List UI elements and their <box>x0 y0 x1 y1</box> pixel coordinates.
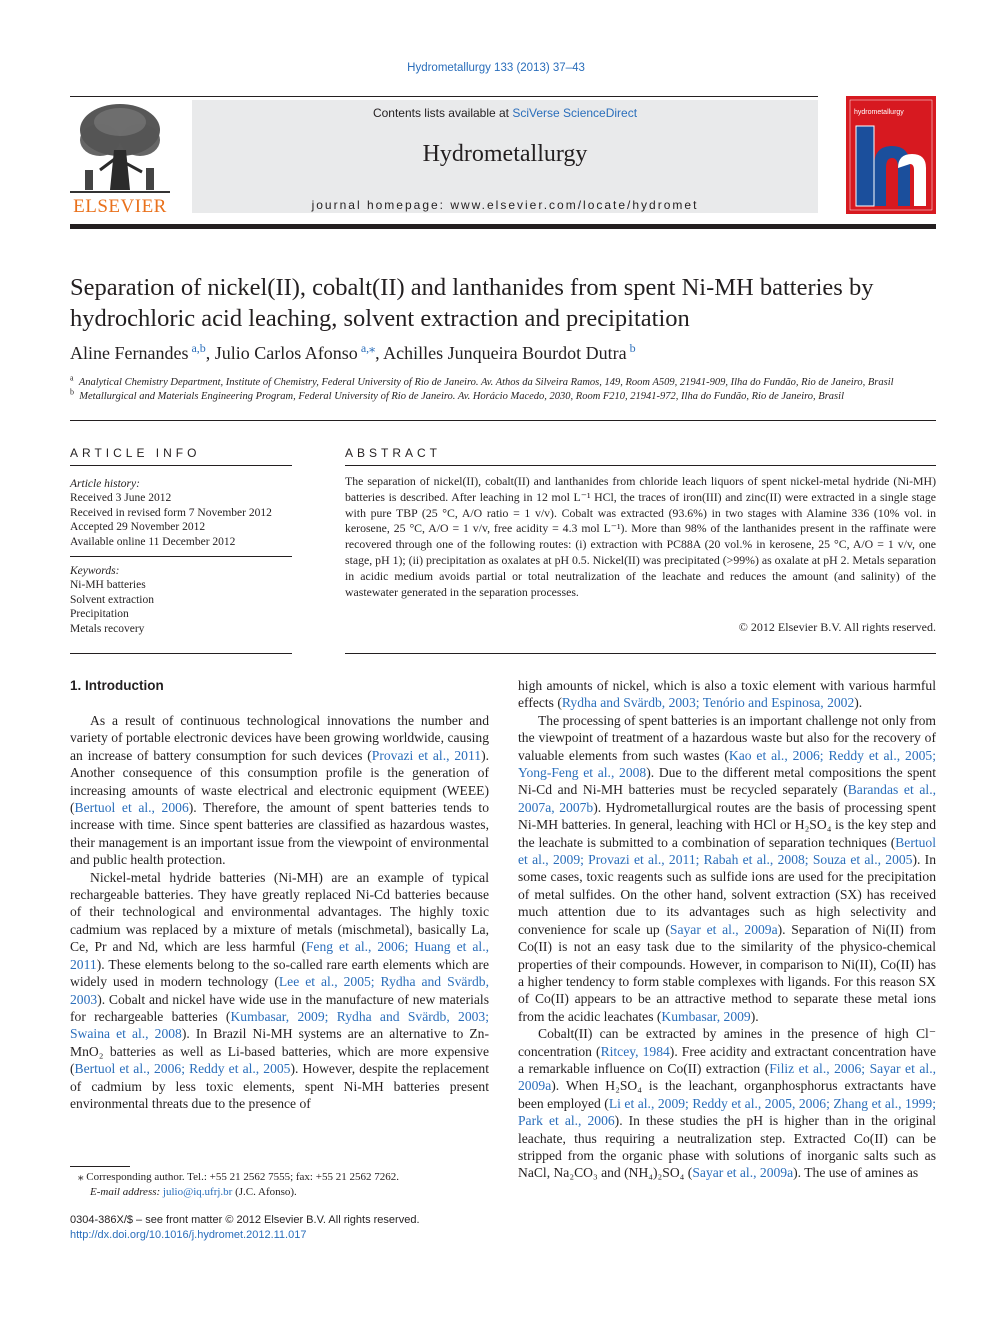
history-item: Received 3 June 2012 <box>70 492 172 505</box>
author-affil-mark[interactable]: a,b <box>188 341 206 355</box>
body-text: ). In Brazil Ni-MH systems are an alternative to Zn-MnO₂ batteries as well as Li-based batteries, which are more expensive ( <box>70 1026 489 1077</box>
article-history: Article history: Received 3 June 2012 Received in revised form 7 November 2012 Accepted 29 November 2012 Available online 11 December 2012 <box>70 477 292 549</box>
citation-link[interactable]: Ritcey, 1984 <box>600 1043 670 1059</box>
footnote-text: Corresponding author. Tel.: +55 21 2562 7555; fax: +55 21 2562 7262. <box>83 1171 399 1183</box>
author-name[interactable]: Achilles Junqueira Bourdot Dutra <box>383 343 627 363</box>
citation-link[interactable]: Filiz et al., 2006; Sayar et al., 2009a <box>518 1060 936 1094</box>
body-text: ). Due to the different metal compositions the spent Ni-Cd and Ni-MH batteries must be recycled separately ( <box>518 765 936 798</box>
body-text: ). Separation of Ni(II) from Co(II) is not an easy task due to the similarity of the physico-chemical properties of their compounds. However, in comparison to Ni(II), Co(II) has a higher tendency to form stable complexes with ligands. For this reason SX of Co(II) appears to be an attractive method to separate these metal ions from the acidic leachates ( <box>518 921 936 1024</box>
front-matter <box>70 1213 570 1243</box>
divider <box>70 556 292 557</box>
copyright-line: © 2012 Elsevier B.V. All rights reserved. <box>738 620 936 634</box>
body-paragraph <box>518 677 936 712</box>
article-info-heading: ARTICLE INFO <box>70 446 201 460</box>
citation-link[interactable]: Provazi et al., 2011 <box>371 747 482 763</box>
body-text: As a result of continuous technological innovations the number and variety of portable electronic devices have been growing worldwide, causing an increase of battery consumption for such devices ( <box>70 713 489 763</box>
abstract-text: The separation of nickel(II), cobalt(II) and lanthanides from chloride leach liquors of spent nickel-metal hydride (Ni-MH) batteries is described. After leaching in 12 mol L⁻¹ HCl, the traces of iron(III) and zinc(II) were extracted in a single stage with pure TBP (25 °C, A/O ratio = 1 v/v). Cobalt was extracted (93.6%) in two stages with Alamine 336 (10% vol. in kerosene, 25 °C, A/O = 1 v/v, free acidity = 4.3 mol L⁻¹). More than 98% of the lanthanides present in the raffinate were recovered through one of the following routes: (i) extraction with PC88A (20 vol.% in kerosene, 25 °C, A/O = 1 v/v, one stage, pH 1); (ii) precipitation as oxalates at pH 0.5. Nickel(II) was precipitated (>99%) as oxalate at pH 2. Metals separation in acidic medium avoids partial or total neutralization of the leachate and reduces the amount (and salinity) of the wastewater generated in the separation processes. <box>345 474 936 599</box>
keywords: Keywords: Ni-MH batteries Solvent extraction Precipitation Metals recovery <box>70 564 292 636</box>
affiliation-b: $^b$ Metallurgical and Materials Engineering Program, Federal University of Rio de Janeiro. Av. Horácio Macedo, 2030, Room F210, 21941-972, Ilha do Fundão, Rio de Janeiro, Brasil <box>70 387 844 402</box>
body-text: ). Cobalt and nickel have wide use in the manufacture of new materials for rechargeable batteries ( <box>70 991 489 1024</box>
body-text: high amounts of nickel, which is also a toxic element with various harmful effects ( <box>518 678 936 711</box>
abstract-heading: ABSTRACT <box>345 446 442 460</box>
footnote: ⁎ Corresponding author. Tel.: +55 21 2562 7555; fax: +55 21 2562 7262. E-mail address: julio@iq.ufrj.br (J.C. Afonso). <box>78 1171 399 1198</box>
body-text: Nickel-metal hydride batteries (Ni-MH) are an example of typical rechargeable batteries. They have greatly replaced Ni-Cd batteries because of their technological and environmental advantages. The highly toxic cadmium was replaced by a mixture of metals (mischmetal), basically La, Ce, Pr and Nd, which are less harmful ( <box>70 869 489 955</box>
body-text: ). Therefore, the amount of spent batteries tends to increase with time. Since spent batteries are classified as hazardous wastes, their management is an important issue from the viewpoint of environmental and public health protection. <box>70 800 489 868</box>
publisher-wordmark: ELSEVIER <box>73 196 167 217</box>
body-text: ). However, despite the replacement of cadmium by less toxic elements, spent Ni-MH batteries present environmental threats due to the presence of <box>70 1061 489 1111</box>
divider <box>345 465 936 466</box>
citation-link[interactable]: Sayar et al., 2009a <box>669 921 778 937</box>
body-text: ). Hydrometallurgical routes are the basis of processing spent Ni-MH batteries. In general, leaching with HCl or H₂SO₄ is the key step and the leachate is submitted to a combination of separation techniques ( <box>518 799 936 850</box>
body-paragraph <box>518 712 936 1025</box>
doi-link[interactable]: http://dx.doi.org/10.1016/j.hydromet.2012.11.017 <box>70 1229 307 1241</box>
body-text: ). The use of amines as <box>793 1165 919 1181</box>
right-column <box>518 677 936 1182</box>
history-item: Received in revised form 7 November 2012 <box>70 506 272 519</box>
footnote-mark: ⁎ <box>78 1171 84 1183</box>
journal-citation[interactable]: Hydrometallurgy 133 (2013) 37–43 <box>407 62 585 74</box>
contents-prefix: Contents lists available at <box>372 106 513 120</box>
body-text: Cobalt(II) can be extracted by amines in the presence of high Cl⁻ concentration ( <box>518 1026 936 1059</box>
left-column <box>70 712 489 1112</box>
citation-link[interactable]: Bertuol et al., 2009; Provazi et al., 2011; Rabah et al., 2008; Souza et al., 2005 <box>518 834 936 868</box>
body-text: ). Another consequence of this consumption profile is the generation of increasing amounts of waste electrical and electronic equipment (WEEE) ( <box>70 747 489 816</box>
author-name[interactable]: Aline Fernandes <box>70 343 189 363</box>
footnote-rule <box>70 1166 130 1167</box>
sciencedirect-link[interactable]: SciVerse ScienceDirect <box>512 106 638 120</box>
divider <box>345 653 936 654</box>
contents-line <box>192 106 818 120</box>
header-bottom-rule <box>70 224 936 229</box>
body-text: ). <box>854 695 863 711</box>
journal-cover <box>846 96 936 214</box>
author-list: Aline Fernandes $^{a,b}$, Julio Carlos Afonso $^{a,⁎}$, Achilles Junqueira Bourdot Dutra $^b$ <box>70 341 636 363</box>
body-text: ). These elements belong to the so-called rare earth elements which are widely used in modern technology ( <box>70 956 489 990</box>
divider <box>70 465 292 466</box>
body-text: ). In these studies the pH is higher than in the original leachate, thus requiring a neutralization step. Extracted Co(II) can be stripped from the organic phase with solutions of inorganic salts such as NaCl, Na₂CO₃ and (NH₄)₂SO₄ ( <box>518 1113 936 1181</box>
keyword: Metals recovery <box>70 622 145 635</box>
citation-link[interactable]: Kumbasar, 2009; Rydha and Svärdb, 2003; Swaina et al., 2008 <box>70 1008 489 1042</box>
citation-link[interactable]: Bertuol et al., 2006; Reddy et al., 2005 <box>74 1061 291 1077</box>
history-item: Accepted 29 November 2012 <box>70 521 206 534</box>
body-text: ). <box>750 1008 759 1024</box>
history-item: Available online 11 December 2012 <box>70 535 236 548</box>
citation-link[interactable]: Feng et al., 2006; Huang et al., 2011 <box>70 939 489 972</box>
body-paragraph <box>518 1025 936 1182</box>
body-text: The processing of spent batteries is an important challenge not only from the viewpoint of treatment of a hazardous waste but also for the recovery of valuable elements from such wastes ( <box>518 712 936 763</box>
divider <box>70 653 292 654</box>
body-paragraph <box>70 712 489 869</box>
author-affil-mark[interactable]: a,⁎ <box>357 341 376 355</box>
article-title: Separation of nickel(II), cobalt(II) and lanthanides from spent Ni-MH batteries by hydrochloric acid leaching, solvent extraction and precipitation <box>70 274 874 332</box>
citation-link[interactable]: Sayar et al., 2009a <box>692 1165 794 1181</box>
body-text: ). When H₂SO₄ is the leachant, organphosphorus extractants have been employed ( <box>518 1078 936 1111</box>
cover-title: hydrometallurgy <box>854 109 904 116</box>
body-text: ). In some cases, toxic reagents such as sulfide ions are used for the precipitation of metal sulfides. On the other hand, solvent extraction (SX) has received much attention due to its advantages such as high selectivity and convenience for scale up ( <box>518 852 936 937</box>
keyword: Ni-MH batteries <box>70 579 146 592</box>
citation-link[interactable]: Lee et al., 2005; Rydha and Svärdb, 2003 <box>70 974 489 1007</box>
email-link[interactable]: julio@iq.ufrj.br <box>162 1186 233 1198</box>
citation-link[interactable]: Barandas et al., 2007a, 2007b <box>518 782 936 815</box>
citation-link[interactable]: Kumbasar, 2009 <box>661 1008 751 1024</box>
author-name[interactable]: Julio Carlos Afonso <box>214 343 358 363</box>
issn-line: 0304-386X/$ – see front matter © 2012 Elsevier B.V. All rights reserved. <box>70 1214 420 1226</box>
citation-link[interactable]: Rydha and Svärdb, 2003; Tenório and Espinosa, 2002 <box>561 695 855 711</box>
body-text: ). Free acidity and extractant concentration have a remarkable influence on Co(II) extraction ( <box>518 1043 936 1076</box>
keyword: Solvent extraction <box>70 593 154 606</box>
keyword: Precipitation <box>70 608 129 621</box>
affiliation-a: $^a$ Analytical Chemistry Department, Institute of Chemistry, Federal University of Rio de Janeiro. Av. Athos da Silveira Ramos, 149, Room A509, 21941-909, Ilha do Fundão, Rio de Janeiro, Brasil <box>70 373 894 388</box>
header-top-rule <box>70 96 818 97</box>
email-label: E-mail address: <box>90 1186 163 1198</box>
citation-link[interactable]: Li et al., 2009; Reddy et al., 2005, 2006; Zhang et al., 1999; Park et al., 2006 <box>518 1095 937 1129</box>
body-paragraph <box>70 869 489 1113</box>
journal-title: Hydrometallurgy <box>422 141 588 167</box>
elsevier-logo <box>70 100 170 218</box>
citation-link[interactable]: Bertuol et al., 2006 <box>74 800 189 816</box>
citation-link[interactable]: Kao et al., 2006; Reddy et al., 2005; Yong-Feng et al., 2008 <box>518 747 936 781</box>
author-affil-mark[interactable]: b <box>626 341 636 355</box>
divider <box>70 420 936 421</box>
journal-homepage[interactable]: journal homepage: www.elsevier.com/locate/hydromet <box>311 198 699 212</box>
section-heading: 1. Introduction <box>70 678 164 693</box>
